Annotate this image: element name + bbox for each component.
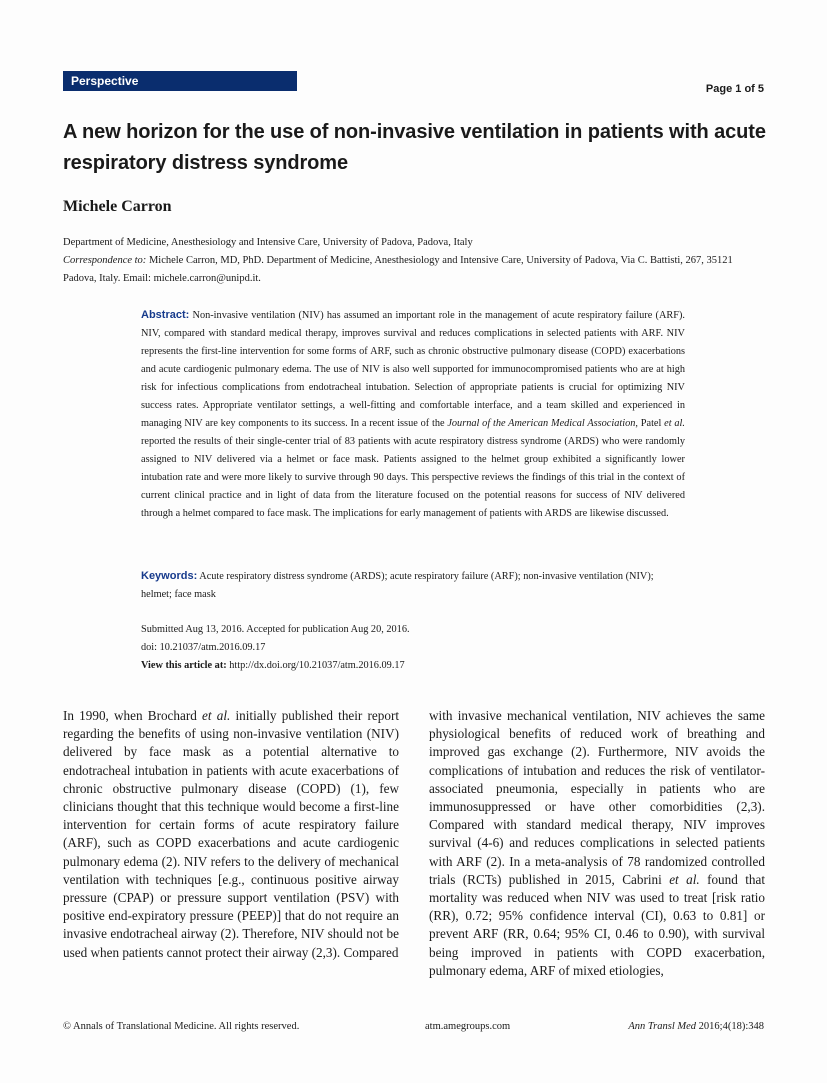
abstract-text-2: , Patel <box>635 418 665 429</box>
doi[interactable]: doi: 10.21037/atm.2016.09.17 <box>141 642 266 653</box>
correspondence <box>63 252 765 288</box>
view-article-label: View this article at: <box>141 660 227 671</box>
body-right-text-1: with invasive mechanical ventilation, NIV achieves the same physiological benefits of reduced work of breathing and improved gas exchange (2). Furthermore, NIV avoids the complications of intubation and reduces the risk of ventilator-associated pneumonia, especially in patients who are immunosuppressed or have other comorbidities (2,3). Compared with standard medical therapy, NIV improves survival (4-6) and reduces complications in selected patients with ARF (2). In a meta-analysis of 78 randomized controlled trials (RCTs) published in 2015, Cabrini <box>429 708 765 887</box>
article-title: A new horizon for the use of non-invasive ventilation in patients with acute respiratory distress syndrome <box>63 121 766 174</box>
affiliation: Department of Medicine, Anesthesiology and Intensive Care, University of Padova, Padova, Italy <box>63 237 473 248</box>
body-right-text-2: found that mortality was reduced when NIV was used to treat [risk ratio (RR), 0.72; 95% confidence interval (CI), 0.63 to 0.81] or prevent ARF (RR, 0.64; 95% CI, 0.46 to 0.90), with survival being improved in patients with COPD exacerbation, pulmonary edema, ARF of mixed etiologies, <box>429 871 766 978</box>
citation-ref: 2016;4(18):348 <box>696 1021 764 1032</box>
author-name: Michele Carron <box>63 198 172 215</box>
correspondence-label: Correspondence to: <box>63 255 147 266</box>
view-article <box>141 657 685 675</box>
et-al: et al. <box>664 418 685 429</box>
body-left-text-1: In 1990, when Brochard <box>63 708 203 723</box>
keywords <box>141 567 685 604</box>
body-left-text-2: initially published their report regarding the benefits of using non-invasive ventilation (NIV) delivered by face mask as a potential alternative to endotracheal intubation in patients with acute exacerbations of chronic obstructive pulmonary disease (COPD) (1), few clinicians thought that this technique would become a first-line intervention for certain forms of acute respiratory failure (ARF), such as COPD exacerbations and acute cardiogenic pulmonary edema (2). NIV refers to the delivery of mechanical ventilation with techniques [e.g., continuous positive airway pressure (CPAP) or pressure support ventilation (PSV) with positive end-expiratory pressure (PEEP)] that do not require an invasive endotracheal airway (2). Therefore, NIV should not be used when patients cannot protect their airway (2,3). Compared <box>63 708 399 960</box>
et-al: et al. <box>202 708 231 723</box>
publication-info <box>141 621 685 675</box>
citation-journal: Ann Transl Med <box>628 1021 697 1032</box>
keywords-text: Acute respiratory distress syndrome (ARDS); acute respiratory failure (ARF); non-invasive ventilation (NIV); helmet; face mask <box>141 571 654 600</box>
abstract-text-3: reported the results of their single-center trial of 83 patients with acute respiratory distress syndrome (ARDS) who were randomly assigned to NIV delivered via a helmet or face mask. Patients assigned to the helmet group exhibited a significantly lower intubation rate and were more likely to survive through 90 days. This perspective reviews the findings of this trial in the context of current clinical practice and in light of data from the literature focused on the potential reasons for success of NIV delivered through a helmet compared to face mask. The implications for early management of patients with ARDS are likewise discussed. <box>141 436 685 519</box>
article-url-link[interactable]: http://dx.doi.org/10.21037/atm.2016.09.17 <box>226 660 405 671</box>
abstract-text-1: Non-invasive ventilation (NIV) has assumed an important role in the management of acute respiratory failure (ARF). NIV, compared with standard medical therapy, improves survival and reduces complications in selected patients with ARF. NIV represents the first-line intervention for some forms of ARF, such as chronic obstructive pulmonary disease (COPD) exacerbations and acute cardiogenic pulmonary edema. The use of NIV is also well supported for immunocompromised patients who are at high risk for infectious complications from endotracheal intubation. Selection of appropriate patients is crucial for optimizing NIV success rates. Appropriate ventilator settings, a well-fitting and comfortable interface, and a team skilled and experienced in managing NIV are key components to its success. In a recent issue of the <box>141 310 685 429</box>
abstract <box>141 306 685 523</box>
footer-website-link[interactable]: atm.amegroups.com <box>425 1021 511 1032</box>
correspondence-text: Michele Carron, MD, PhD. Department of Medicine, Anesthesiology and Intensive Care, University of Padova, Via C. Battisti, 267, 35121 Padova, Italy. Email: michele.carron@unipd.it. <box>63 255 733 284</box>
abstract-label: Abstract: <box>141 309 190 321</box>
keywords-label: Keywords: <box>141 570 198 582</box>
footer-citation <box>628 1021 764 1032</box>
page-indicator: Page 1 of 5 <box>705 83 764 95</box>
section-label-bar: Perspective <box>63 71 297 91</box>
et-al: et al. <box>669 871 700 887</box>
body-column-left <box>63 707 399 962</box>
footer-copyright: © Annals of Translational Medicine. All rights reserved. <box>63 1021 300 1032</box>
body-column-right <box>429 707 765 980</box>
submission-dates: Submitted Aug 13, 2016. Accepted for publication Aug 20, 2016. <box>141 624 410 635</box>
affiliation-block <box>63 234 765 288</box>
journal-name: Journal of the American Medical Association <box>447 418 636 429</box>
